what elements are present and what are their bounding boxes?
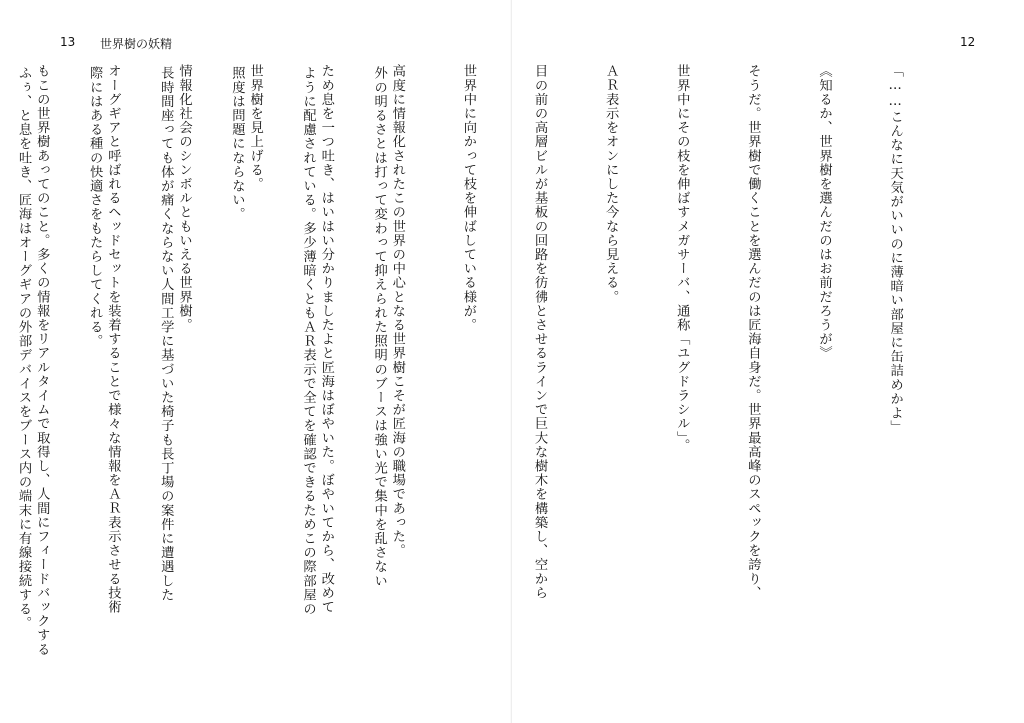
page-number: 12 (960, 35, 976, 49)
text-line: 高度に情報化されたこの世界の中心となる世界樹こそが匠海の職場であった。 (389, 64, 405, 558)
text-line: ＡＲ表示をオンにした今なら見える。 (603, 64, 619, 304)
running-title: 世界樹の妖精 (100, 37, 173, 51)
text-line: そうだ。世界樹で働くことを選んだのは匠海自身だ。世界最高峰のスペックを誇り、 (745, 64, 761, 600)
text-line: ふぅ、と息を吐き、匠海はオーグギアの外部デバイスをブース内の端末に有線接続する。 (16, 66, 32, 630)
page-number: 13 (60, 35, 76, 49)
text-line: もこの世界樹あってのこと。多くの情報をリアルタイムで取得し、人間にフィードバックする (34, 64, 50, 657)
text-line: ように配慮されている。多少薄暗くともＡＲ表示で全てを確認できるためこの際部屋の (300, 66, 316, 616)
body-text-right (0, 64, 954, 656)
text-line: 世界樹を見上げる。 (247, 64, 263, 191)
text-line: 際にはある種の快適さをもたらしてくれる。 (87, 66, 103, 348)
text-line: 目の前の高層ビルが基板の回路を彷彿とさせるラインで巨大な樹木を構築し、空から (532, 64, 548, 600)
text-line: 外の明るさとは打って変わって抑えられた照明のブースは強い光で集中を乱さない (371, 66, 387, 588)
text-line: オーグギアと呼ばれるヘッドセットを装着することで様々な情報をＡＲ表示させる技術 (105, 64, 121, 614)
text-line: 世界中に向かって枝を伸ばしている様が。 (460, 64, 476, 332)
text-line: 長時間座っても体が痛くならない人間工学に基づいた椅子も長丁場の案件に遭遇した (158, 66, 174, 602)
text-line: 世界中にその枝を伸ばすメガサーバ、通称「ユグドラシル」。 (674, 64, 690, 453)
text-line: ため息を一つ吐き、はいはい分かりましたよと匠海はぼやいた。ぼやいてから、改めて (318, 64, 334, 614)
text-line: 「……こんなに天気がいいのに薄暗い部屋に缶詰めかよ」 (887, 64, 903, 434)
text-line: 情報化社会のシンボルともいえる世界樹。 (176, 64, 192, 332)
text-line: 照度は問題にならない。 (229, 66, 245, 222)
text-line: 《知るか、世界樹を選んだのはお前だろうが》 (816, 64, 832, 361)
